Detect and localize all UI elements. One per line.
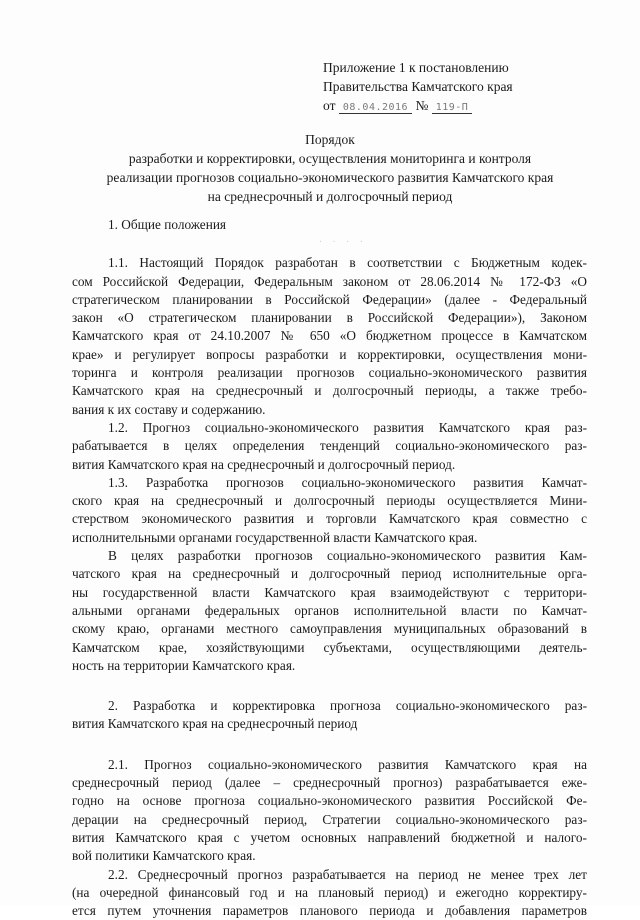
text-line: чатского края на среднесрочный и долгосрочный период исполнительные орга- [72,565,587,583]
annex-from-label: от [323,98,335,113]
faint-stamp-mark: · · · · [318,233,366,251]
text-line: сом Российской Федерации, Федеральным законом от 28.06.2014 № 172-ФЗ «О [72,273,587,291]
text-line: дерации на среднесрочный период, Стратегии социально-экономического раз- [72,811,587,829]
text-line: рабатывается в целях определения тенденций социально-экономического раз- [72,437,587,455]
title-line-2: разработки и корректировки, осуществления мониторинга и контроля [70,149,590,168]
annex-header [323,58,623,117]
text-line: годно на основе прогноза социально-экономического развития Российской Фе- [72,792,587,810]
text-line: ны государственной власти Камчатского края взаимодействуют с территори- [72,584,587,602]
text-line: ность на территории Камчатского края. [72,657,587,675]
text-line: 2. Разработка и корректировка прогноза социально-экономического раз- [72,697,587,715]
text-line: скому краю, органами местного самоуправления муниципальных образований в [72,620,587,638]
text-line: (на очередной финансовый год и на плановый период) и ежегодно корректиру- [72,884,587,902]
text-line: Камчатском крае, хозяйствующими субъектами, осуществляющими деятель- [72,639,587,657]
text-line: 2.2. Среднесрочный прогноз разрабатывается на период не менее трех лет [72,866,587,884]
text-line: среднесрочный период (далее – среднесрочный прогноз) разрабатывается еже- [72,774,587,792]
text-line: вития Камчатского края с учетом основных направлений бюджетной и налого- [72,829,587,847]
text-line: стратегическом планировании в Российской Федерации» (далее - Федеральный [72,291,587,309]
text-line: Камчатского края от 24.10.2007 № 650 «О бюджетном процессе в Камчатском [72,327,587,345]
text-line: исполнительными органами государственной власти Камчатского края. [72,529,587,547]
annex-date: 08.04.2016 [339,102,412,114]
title-line-4: на среднесрочный и долгосрочный период [70,187,590,206]
text-line: вития Камчатского края на среднесрочный и долгосрочный период. [72,456,587,474]
text-line: Камчатского края на среднесрочный и долгосрочный периоды, а также требо- [72,382,587,400]
annex-line-3 [323,96,623,117]
paragraph-1-3 [72,474,587,547]
paragraph-1-1 [72,254,587,419]
text-line: крае» и регулирует вопросы разработки и корректировки, осуществления мони- [72,346,587,364]
section-1-heading: 1. Общие положения [72,216,587,234]
annex-number-label: № [415,98,428,113]
section-2-heading [72,697,587,734]
annex-line-2: Правительства Камчатского края [323,77,623,96]
text-line: торинга и контроля реализации прогнозов социально-экономического развития [72,364,587,382]
title-line-1: Порядок [70,130,590,149]
paragraph-1-3-cont [72,547,587,675]
title-line-3: реализации прогнозов социально-экономического развития Камчатского края [70,168,590,187]
text-line: ется путем уточнения параметров планового периода и добавления параметров [72,902,587,920]
document-title [70,130,590,206]
text-line: закон «О стратегическом планировании в Российской Федерации»), Законом [72,309,587,327]
text-line: ского края на среднесрочный и долгосрочный периоды осуществляется Мини- [72,492,587,510]
paragraph-2-2 [72,866,587,920]
text-line: 2.1. Прогноз социально-экономического развития Камчатского края на [72,756,587,774]
text-line: 1.2. Прогноз социально-экономического развития Камчатского края раз- [72,419,587,437]
annex-number: 119-П [432,102,473,114]
text-line: вания к их составу и содержанию. [72,401,587,419]
paragraph-2-1 [72,756,587,866]
document-body [72,216,587,920]
text-line: 1.3. Разработка прогнозов социально-экономического развития Камчат- [72,474,587,492]
annex-line-1: Приложение 1 к постановлению [323,58,623,77]
text-line: вой политики Камчатского края. [72,847,587,865]
text-line: 1.1. Настоящий Порядок разработан в соответствии с Бюджетным кодек- [72,254,587,272]
text-line: В целях разработки прогнозов социально-экономического развития Кам- [72,547,587,565]
text-line: вития Камчатского края на среднесрочный период [72,715,587,733]
text-line: альными органами федеральных органов исполнительной власти по Камчат- [72,602,587,620]
paragraph-1-2 [72,419,587,474]
text-line: стерством экономического развития и торговли Камчатского края совместно с [72,510,587,528]
